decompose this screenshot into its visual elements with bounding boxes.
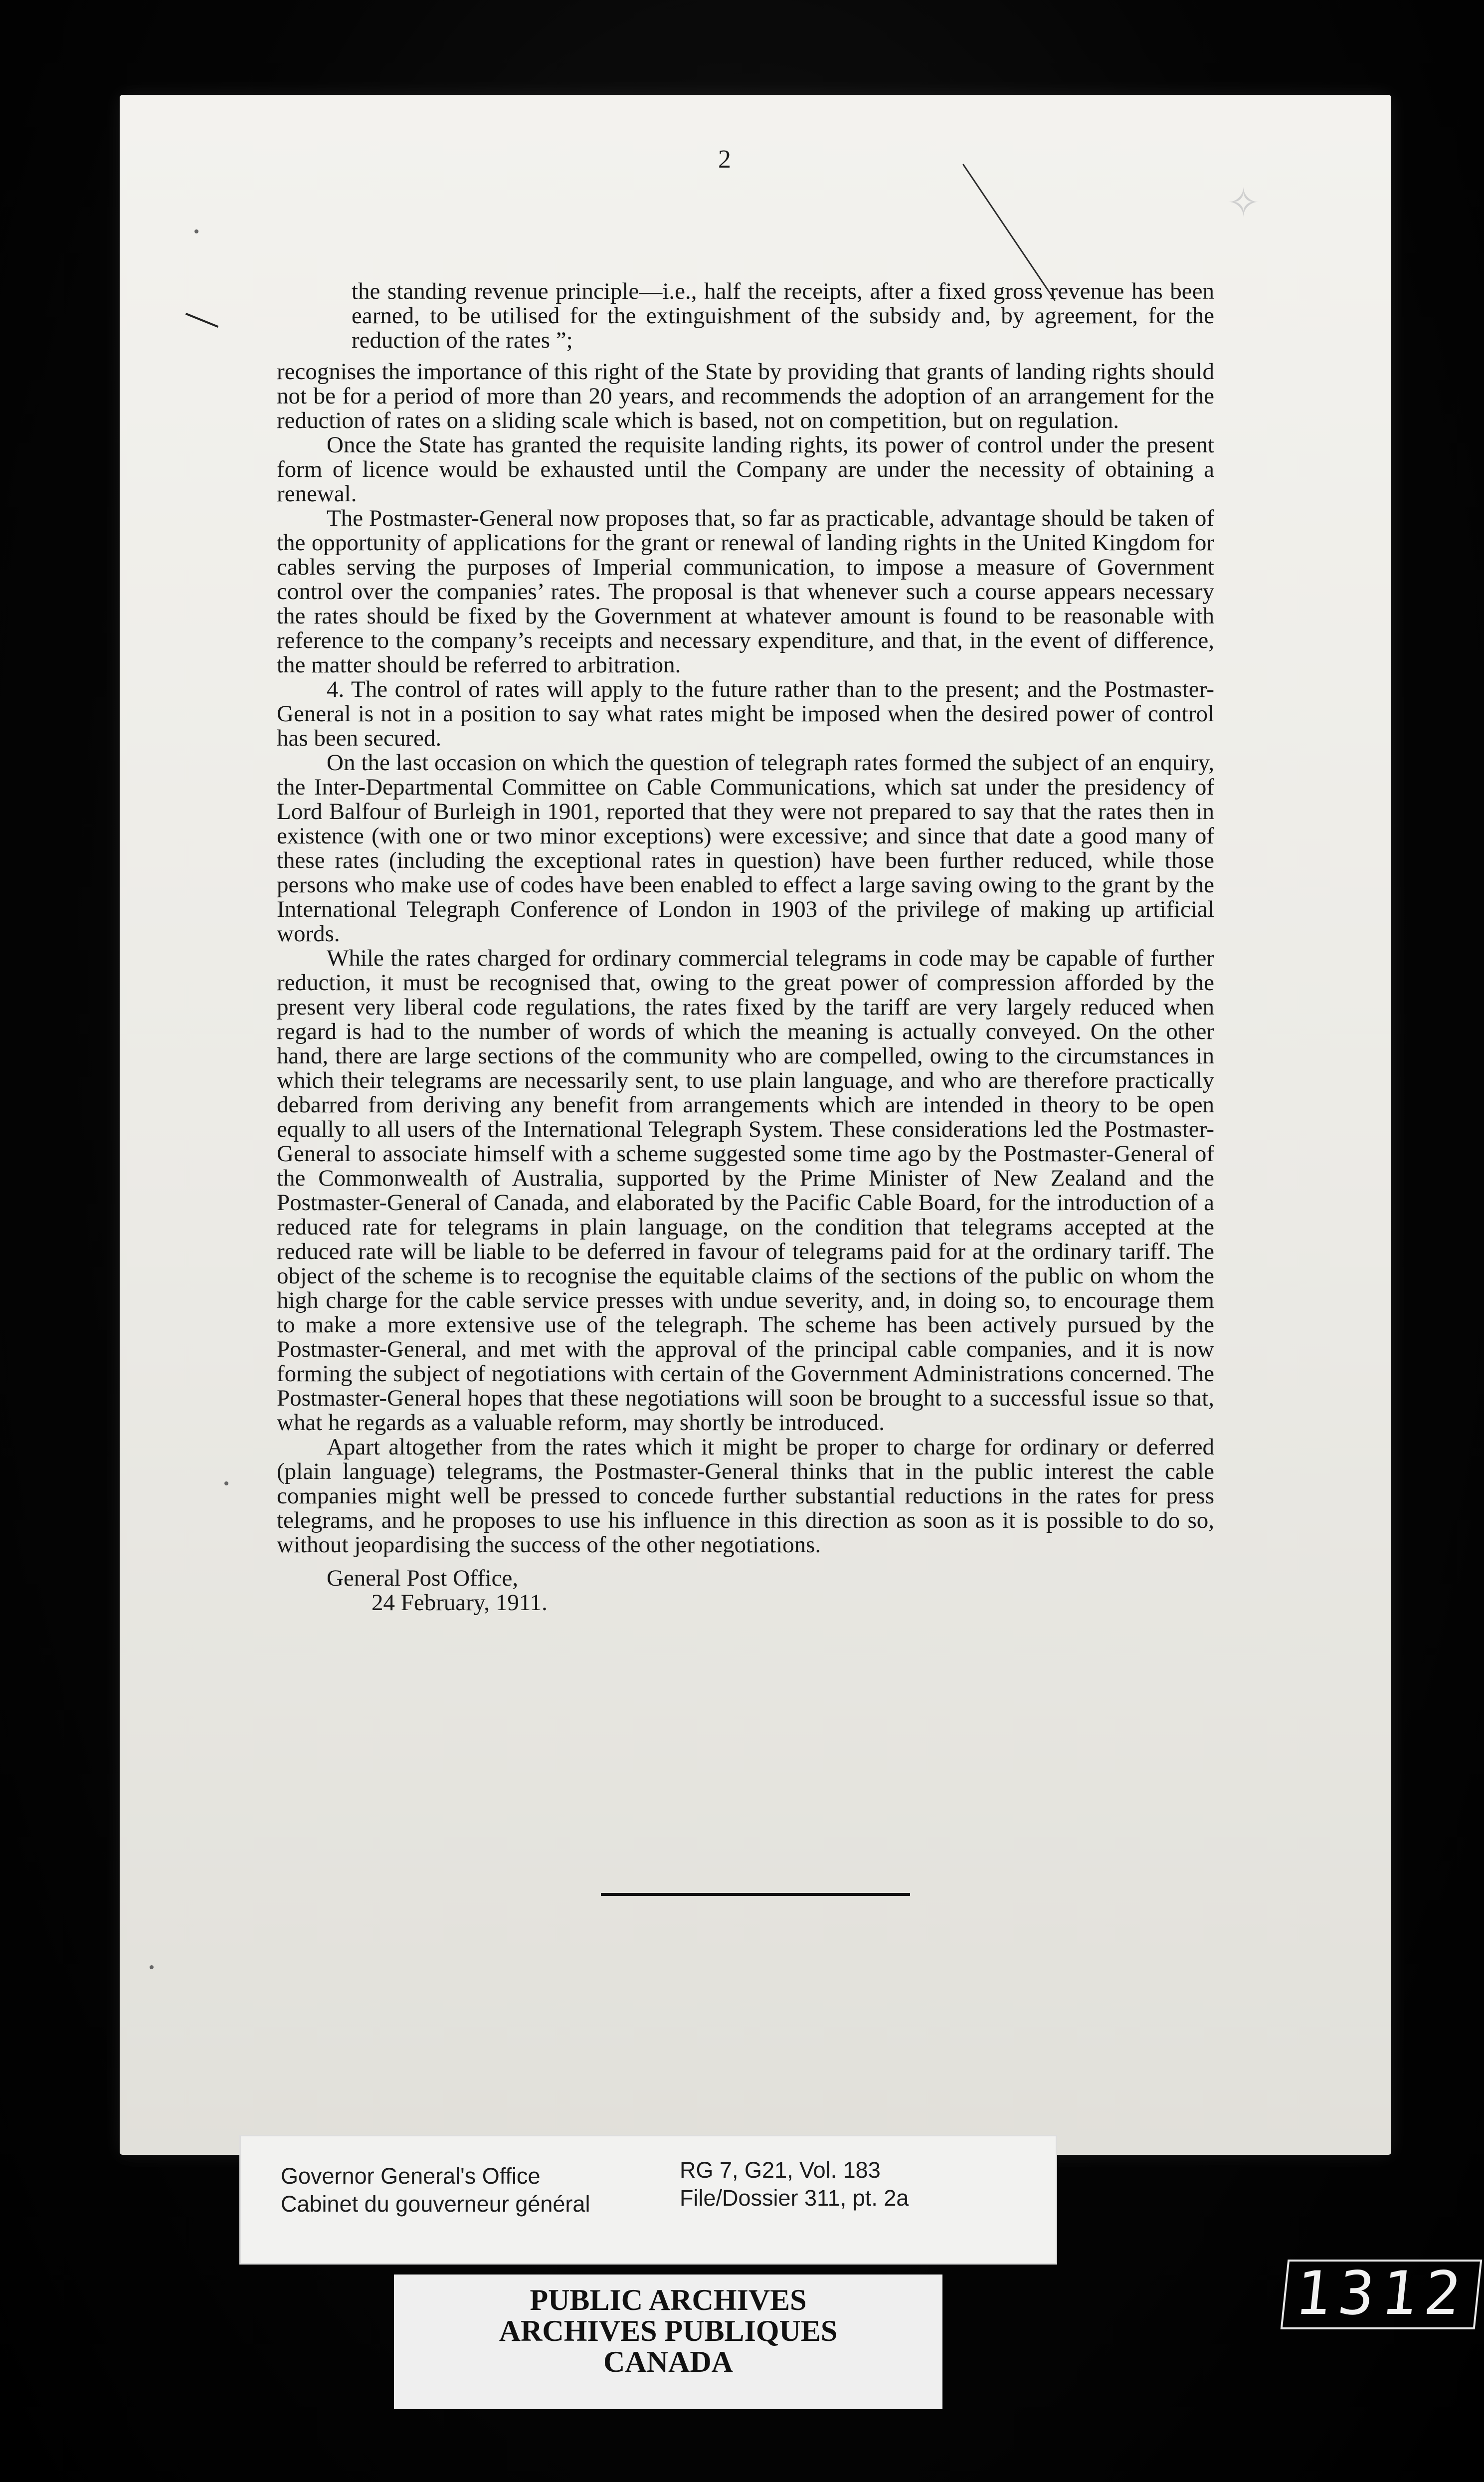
speck-mark xyxy=(150,1965,154,1969)
archive-label-line: PUBLIC ARCHIVES xyxy=(530,2283,807,2316)
signoff-date: 24 February, 1911. xyxy=(371,1590,548,1616)
archive-label-line: ARCHIVES PUBLIQUES xyxy=(499,2314,838,2347)
page-number: 2 xyxy=(718,145,731,174)
quoted-paragraph: the standing revenue principle—i.e., half the receipts, after a fixed gross revenue has been earned, to be utilised for the extinguishment of the subsidy and, by agreement, for the reduction of the rates ”; xyxy=(352,278,1214,353)
archive-office-en: Governor General's Office xyxy=(281,2163,541,2189)
paragraph: On the last occasion on which the question of telegraph rates formed the subject of an enquiry, the Inter-Departmental Committee on Cable Communications, which sat under the presidency of Lord Balfour of Burleigh in 1901, reported that they were not prepared to say that the rates then in existence (with one or two minor exceptions) were excessive; and since that date a good many of these rates (including the exceptional rates in question) have been further reduced, while those persons who make use of codes have been enabled to effect a large saving owing to the grant by the International Telegraph Conference of London in 1903 of the privilege of making up artificial words. xyxy=(277,750,1214,947)
film-frame-number: 1312 xyxy=(1281,2260,1483,2329)
public-archives-label xyxy=(394,2275,942,2409)
archive-reference xyxy=(680,2156,909,2212)
signoff-office: General Post Office, xyxy=(327,1565,519,1591)
archive-file: File/Dossier 311, pt. 2a xyxy=(680,2185,909,2211)
speck-mark xyxy=(194,229,198,233)
paragraph: recognises the importance of this right of the State by providing that grants of landing rights should not be for a period of more than 20 years, and recommends the adoption of an arrangement for the reduction of rates on a sliding scale which is based, not on competition, but on regulation. xyxy=(277,359,1214,433)
document-body xyxy=(277,279,1214,1615)
archive-office-fr: Cabinet du gouverneur général xyxy=(281,2191,590,2217)
paragraph-numbered-4: 4. The control of rates will apply to the future rather than to the present; and the Postmaster-General is not in a position to say what rates might be imposed when the desired power of control has been secured. xyxy=(277,676,1214,751)
archive-record-group: RG 7, G21, Vol. 183 xyxy=(680,2157,881,2183)
closing-rule xyxy=(601,1893,910,1896)
archive-label-line: CANADA xyxy=(603,2345,733,2378)
speck-mark xyxy=(224,1481,228,1485)
paragraph: The Postmaster-General now proposes that, so far as practicable, advantage should be taken of the opportunity of applications for the grant or renewal of landing rights in the United Kingdom for cables serving the purposes of Imperial communication, to impose a measure of Government control over the companies’ rates. The proposal is that whenever such a course appears necessary the rates should be fixed by the Government at whatever amount is found to be reasonable with reference to the company’s receipts and necessary expenditure, and that, in the event of difference, the matter should be referred to arbitration. xyxy=(277,505,1214,678)
archive-office xyxy=(281,2162,590,2218)
paragraph: Once the State has granted the requisite landing rights, its power of control under the present form of licence would be exhausted until the Company are under the necessity of obtaining a renewal. xyxy=(277,432,1214,507)
paragraph: Apart altogether from the rates which it might be proper to charge for ordinary or deferred (plain language) telegrams, the Postmaster-General thinks that in the public interest the cable companies might well be pressed to concede further substantial reductions in the rates for press telegrams, and he proposes to use his influence in this direction as soon as it is possible to do so, without jeopardising the success of the other negotiations. xyxy=(277,1434,1214,1558)
archive-reference-stamp xyxy=(239,2135,1057,2265)
paragraph: While the rates charged for ordinary commercial telegrams in code may be capable of further reduction, it must be recognised that, owing to the great power of compression afforded by the present very liberal code regulations, the rates fixed by the tariff are very largely reduced when regard is had to the number of words of which the meaning is actually conveyed. On the other hand, there are large sections of the community who are compelled, owing to the circumstances in which their telegrams are necessarily sent, to use plain language, and who are therefore practically debarred from deriving any benefit from arrangements which are intended in theory to be open equally to all users of the International Telegraph System. These considerations led the Postmaster-General to associate himself with a scheme suggested some time ago by the Postmaster-General of the Commonwealth of Australia, supported by the Prime Minister of New Zealand and the Postmaster-General of Canada, and elaborated by the Pacific Cable Board, for the introduction of a reduced rate for telegrams in plain language, on the condition that telegrams accepted at the reduced rate will be liable to be deferred in favour of telegrams paid for at the ordinary tariff. The object of the scheme is to recognise the equitable claims of the sections of the public on whom the high charge for the cable service presses with undue severity, and, in doing so, to encourage them to make a more extensive use of the telegraph. The scheme has been actively pursued by the Postmaster-General, and met with the approval of the principal cable companies, and it is now forming the subject of negotiations with certain of the Government Administrations concerned. The Postmaster-General hopes that these negotiations will soon be brought to a successful issue so that, what he regards as a valuable reform, may shortly be introduced. xyxy=(277,945,1214,1436)
corner-smudge-icon: ✧ xyxy=(1227,180,1261,226)
